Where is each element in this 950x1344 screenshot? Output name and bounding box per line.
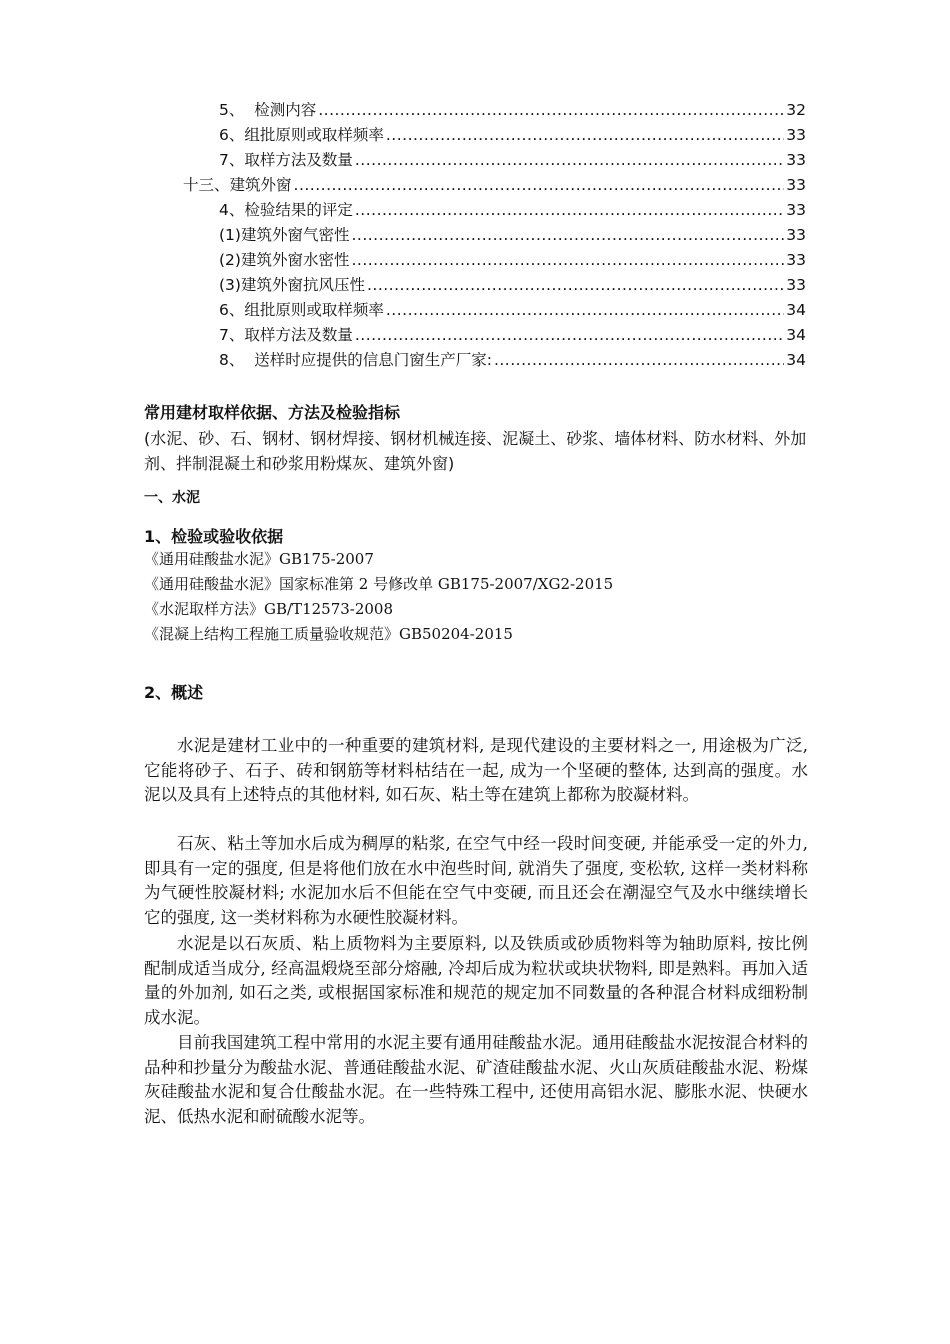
toc-entry-text: 6、组批原则或取样频率 (219, 301, 384, 319)
toc-leader (355, 148, 784, 173)
toc-leader (386, 123, 784, 148)
toc-leader (351, 248, 784, 273)
toc-entry-text: 7、取样方法及数量 (219, 326, 353, 344)
toc-entry-text: (3)建筑外窗抗风压性 (219, 276, 365, 294)
toc-entry-text: 7、取样方法及数量 (219, 151, 353, 169)
toc-entry-page: 33 (786, 226, 806, 244)
toc-entry-page: 33 (786, 151, 806, 169)
document-title: 常用建材取样依据、方法及检验指标 (144, 403, 401, 422)
toc-entry-page: 34 (786, 326, 806, 344)
overview-paragraph: 石灰、粘土等加水后成为稠厚的粘浆, 在空气中经一段时间变硬, 并能承受一定的外力, 即具有一定的强度, 但是将他们放在水中泡些时间, 就消失了强度, 变松软, 这样一类材料称为气硬性胶凝材料; 水泥加水后不但能在空气中变硬, 而且还会在潮湿空气及水中继续增长它的强度, 这一类材料称为水硬性胶凝材料。 (144, 834, 808, 927)
toc-entry-text: (1)建筑外窗气密性 (219, 226, 350, 244)
toc-entry[interactable] (219, 148, 806, 173)
toc-entry[interactable] (219, 98, 806, 123)
toc-entry[interactable] (219, 323, 806, 348)
toc-entry[interactable] (219, 273, 806, 298)
toc-leader (294, 173, 785, 198)
toc-entry-page: 33 (786, 176, 806, 194)
toc-entry-text: 6、组批原则或取样频率 (219, 126, 384, 144)
toc-entry-text: 8、 送样时应提供的信息门窗生产厂家: (219, 351, 492, 369)
overview-paragraph: 目前我国建筑工程中常用的水泥主要有通用硅酸盐水泥。通用硅酸盐水泥按混合材料的品种和抄量分为酸盐水泥、普通硅酸盐水泥、矿渣硅酸盐水泥、火山灰质硅酸盐水泥、粉煤灰硅酸盐水泥和复合仕酸盐水泥。在一些特殊工程中, 还使用高铝水泥、膨胀水泥、快硬水泥、低热水泥和耐硫酸水泥等。 (144, 1033, 808, 1126)
toc-entry[interactable] (219, 248, 806, 273)
toc-leader (351, 223, 784, 248)
toc-entry-page: 32 (786, 101, 806, 119)
reference-standard: 《通用硅酸盐水泥》国家标准第 2 号修改单 GB175-2007/XG2-2015 (144, 575, 614, 593)
reference-standard: 《混凝上结构工程施工质量验收规范》GB50204-2015 (144, 625, 513, 643)
toc-leader (494, 348, 784, 373)
toc-entry[interactable] (183, 173, 806, 198)
toc-entry[interactable] (219, 298, 806, 323)
toc-entry[interactable] (219, 123, 806, 148)
toc-entry-page: 33 (786, 276, 806, 294)
toc-entry[interactable] (219, 348, 806, 373)
toc-entry[interactable] (219, 223, 806, 248)
toc-entry-text: 5、 检测内容 (219, 101, 317, 119)
toc-entry-page: 33 (786, 201, 806, 219)
toc-entry-page: 33 (786, 126, 806, 144)
reference-standard: 《通用硅酸盐水泥》GB175-2007 (144, 550, 374, 568)
toc-leader (386, 298, 784, 323)
toc-entry-text: 十三、建筑外窗 (183, 176, 292, 194)
toc-leader (367, 273, 784, 298)
toc-entry-page: 34 (786, 351, 806, 369)
toc-entry-text: 4、检验结果的评定 (219, 201, 353, 219)
toc-entry[interactable] (219, 198, 806, 223)
toc-leader (355, 323, 784, 348)
overview-paragraph: 水泥是建材工业中的一种重要的建筑材料, 是现代建设的主要材料之一, 用途极为广泛, 它能将砂子、石子、砖和钢筋等材料枯结在一起, 成为一个坚硬的整体, 达到高的强度。水泥以及具有上述特点的其他材料, 如石灰、粘土等在建筑上都称为胶凝材料。 (144, 736, 808, 804)
toc-entry-page: 34 (786, 301, 806, 319)
section-heading-cement: 一、水泥 (144, 490, 200, 506)
reference-standard: 《水泥取样方法》GB/T12573-2008 (144, 600, 394, 618)
toc-entry-text: (2)建筑外窗水密性 (219, 251, 350, 269)
toc-leader (355, 198, 784, 223)
document-subtitle: (水泥、砂、石、钢材、钢材焊接、钢材机械连接、泥凝土、砂浆、墙体材料、防水材料、外加剂、拌制混凝土和砂浆用粉煤灰、建筑外窗) (144, 429, 807, 473)
heading-overview: 2、概述 (144, 683, 204, 702)
toc-entry-page: 33 (786, 251, 806, 269)
overview-paragraph: 水泥是以石灰质、粘上质物料为主要原料, 以及铁质或砂质物料等为轴助原料, 按比例配制成适当成分, 经高温煅烧至部分熔融, 冷却后成为粒状或块状物料, 即是熟料。再加入适量的外加剂, 如石之类, 或根据国家标准和规范的规定加不同数量的各种混合材料成细粉制成水泥。 (144, 934, 808, 1027)
heading-basis: 1、检验或验收依据 (144, 527, 284, 546)
toc-leader (318, 98, 784, 123)
